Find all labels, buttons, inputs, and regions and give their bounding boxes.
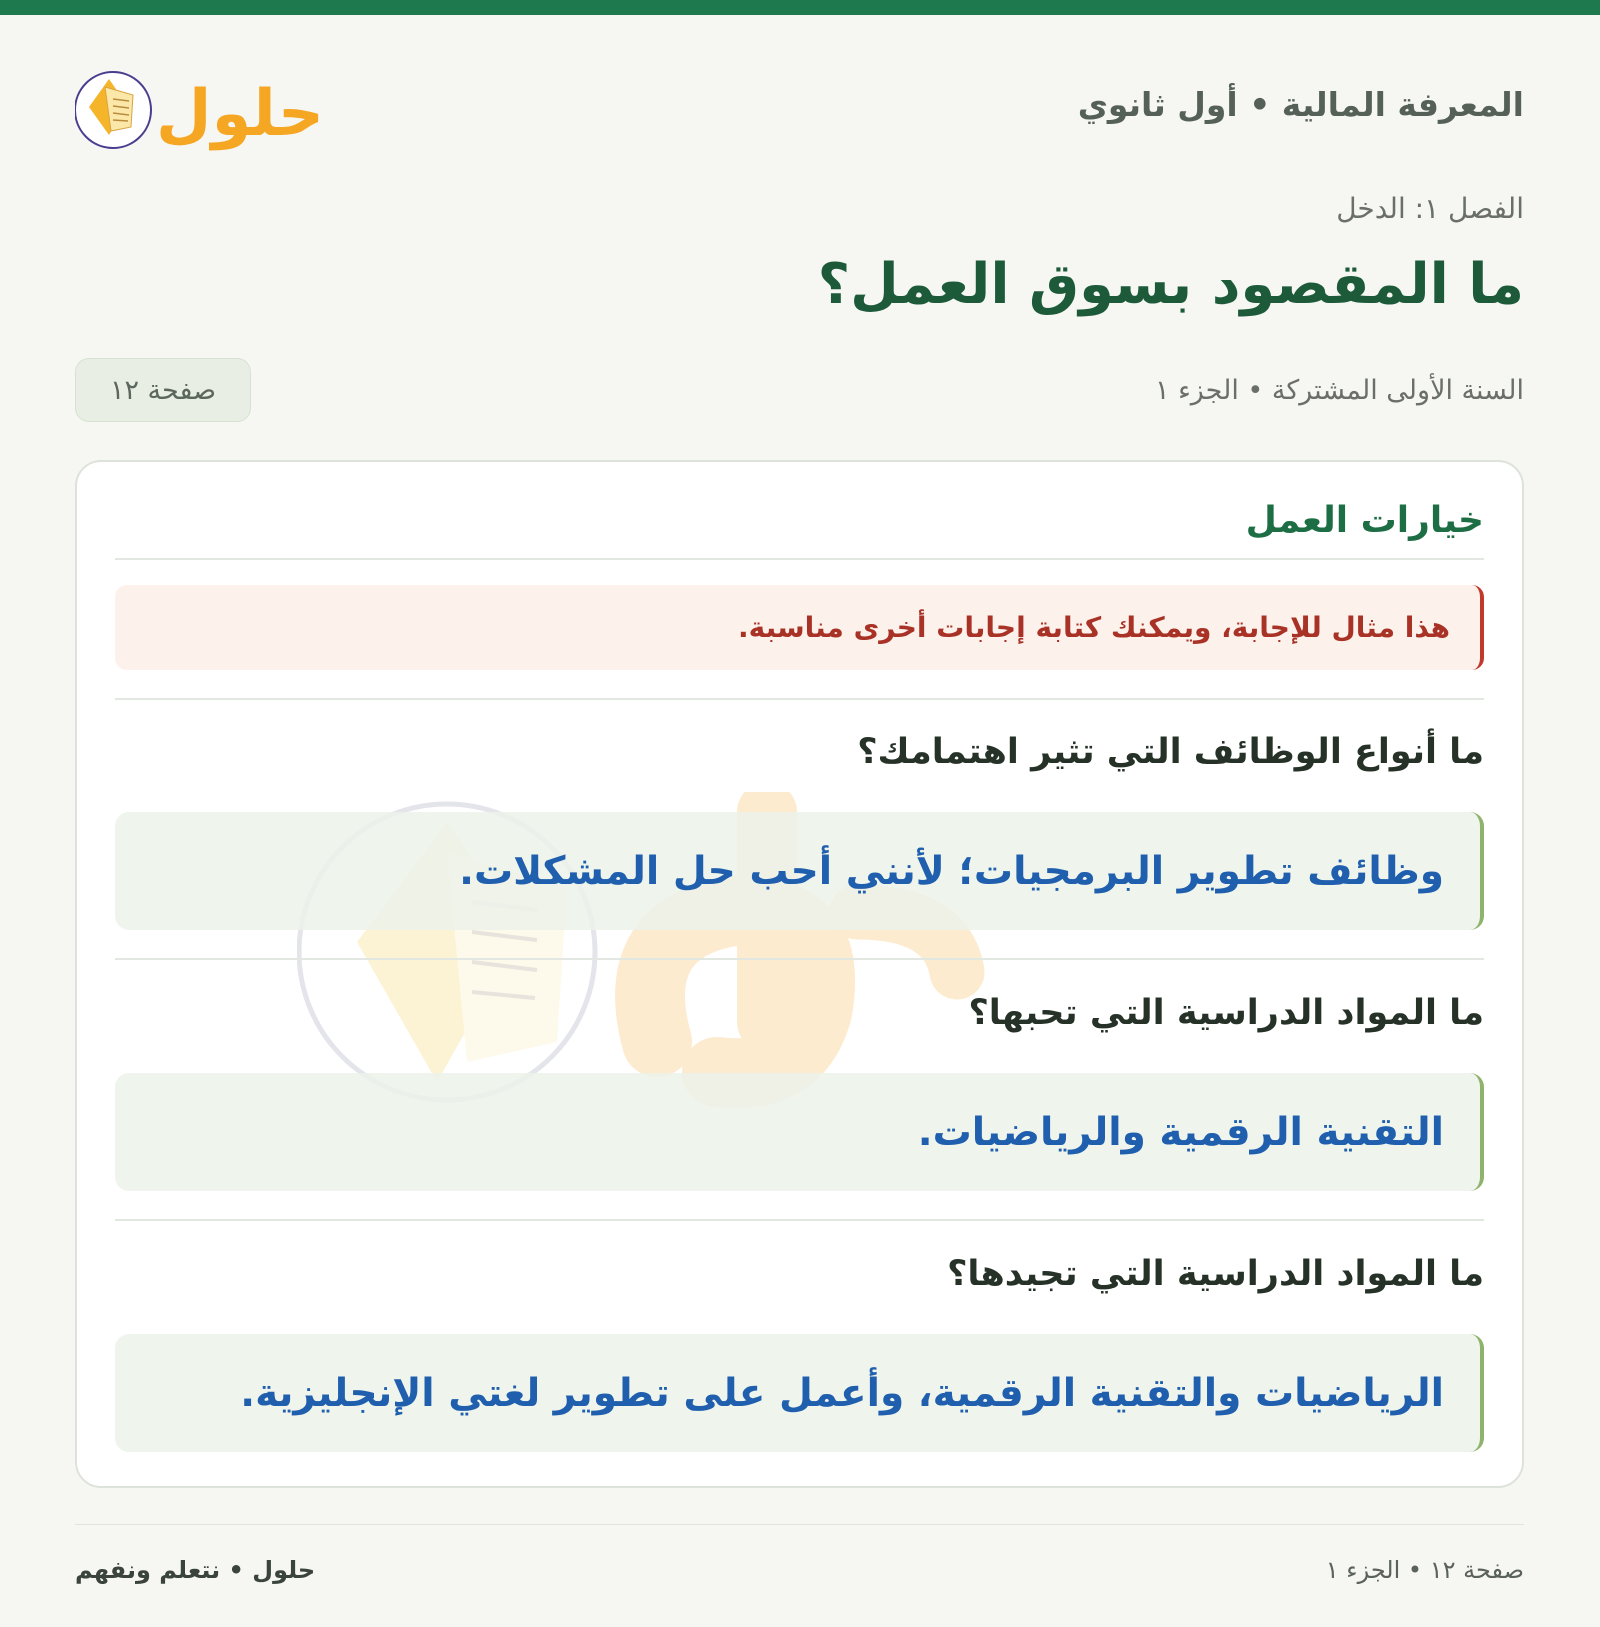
answer-2: التقنية الرقمية والرياضيات.: [115, 1073, 1484, 1191]
page-badge: صفحة ١٢: [75, 358, 251, 422]
answer-1: وظائف تطوير البرمجيات؛ لأنني أحب حل المشكلات.: [115, 812, 1484, 930]
section-divider: [115, 558, 1484, 560]
page: [75, 0, 1524, 1627]
card-content: [115, 462, 1484, 1486]
divider: [115, 698, 1484, 700]
header: [75, 55, 1524, 165]
logo-text: حلول: [156, 77, 324, 151]
example-note: هذا مثال للإجابة، ويمكنك كتابة إجابات أخرى مناسبة.: [115, 585, 1484, 670]
section-title: خيارات العمل: [1245, 500, 1484, 541]
question-3: ما المواد الدراسية التي تجيدها؟: [947, 1254, 1484, 1294]
question-2: ما المواد الدراسية التي تحبها؟: [968, 993, 1484, 1033]
book-logo-icon: [75, 55, 335, 155]
divider: [115, 958, 1484, 960]
lesson-meta: السنة الأولى المشتركة • الجزء ١: [1154, 375, 1524, 406]
divider: [115, 1219, 1484, 1221]
content-card: [75, 460, 1524, 1488]
chapter-label: الفصل ١: الدخل: [1336, 192, 1524, 225]
footer-page-info: صفحة ١٢ • الجزء ١: [1325, 1556, 1524, 1584]
footer-divider: [75, 1524, 1524, 1525]
subject-title: المعرفة المالية • أول ثانوي: [1077, 85, 1524, 124]
lesson-title: ما المقصود بسوق العمل؟: [817, 252, 1524, 317]
footer-brand: حلول • نتعلم ونفهم: [75, 1556, 316, 1584]
answer-3: الرياضيات والتقنية الرقمية، وأعمل على تطوير لغتي الإنجليزية.: [115, 1334, 1484, 1452]
question-1: ما أنواع الوظائف التي تثير اهتمامك؟: [857, 732, 1484, 772]
